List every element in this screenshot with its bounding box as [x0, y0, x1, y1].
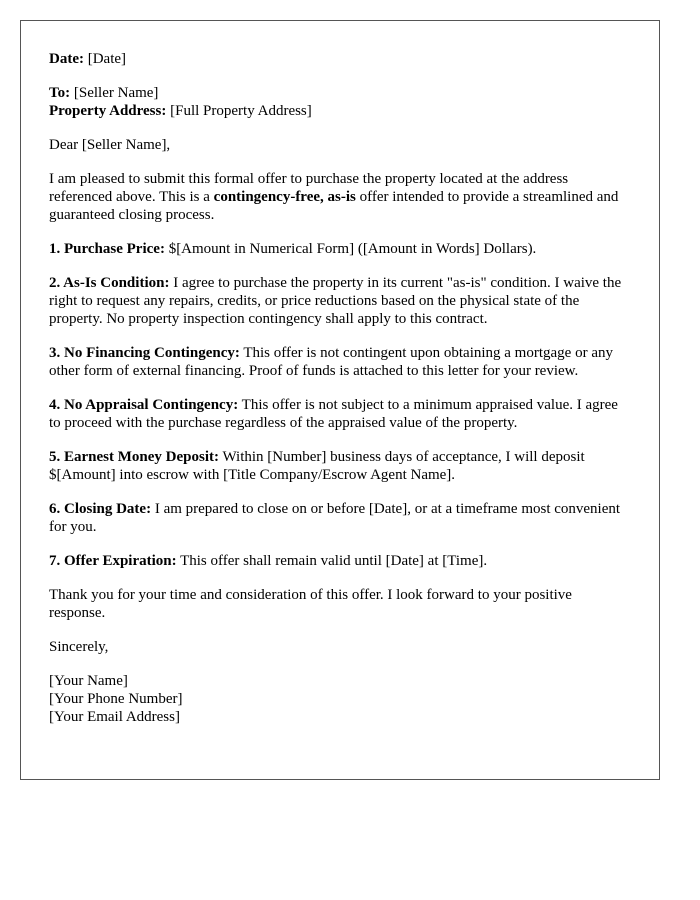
intro-text-1: I am pleased to submit this formal offer to purchase the property located at the address referenced above. This is a	[49, 171, 569, 205]
date-value: [Date]	[83, 51, 127, 67]
clause-text: $[Amount in Numerical Form] ([Amount in Words] Dollars).	[164, 241, 537, 257]
property-address-label: Property Address:	[49, 103, 167, 119]
property-address-line	[49, 102, 631, 120]
clause-earnest-money	[49, 448, 631, 484]
signoff: Sincerely,	[49, 639, 109, 655]
clause-text: This offer is not subject to a minimum appraised value. I agree to proceed with the purchase regardless of the appraised value of the property.	[49, 397, 618, 431]
clause-no-financing	[49, 344, 631, 380]
recipient-line	[49, 84, 631, 102]
signature-phone: [Your Phone Number]	[49, 691, 183, 707]
clause-closing-date	[49, 500, 631, 536]
to-value: [Seller Name]	[70, 85, 159, 101]
clause-text: This offer is not contingent upon obtaining a mortgage or any other form of external financing. Proof of funds is attached to this letter for your review.	[49, 345, 613, 379]
clause-text: This offer shall remain valid until [Date] at [Time].	[176, 553, 488, 569]
clause-label: 4. No Appraisal Contingency:	[49, 397, 239, 413]
to-label: To:	[49, 85, 71, 101]
clause-label: 2. As-Is Condition:	[49, 275, 170, 291]
date-line	[49, 50, 631, 68]
clause-label: 3. No Financing Contingency:	[49, 345, 240, 361]
clause-no-appraisal	[49, 396, 631, 432]
signature-email: [Your Email Address]	[49, 709, 180, 725]
clause-offer-expiration	[49, 552, 631, 570]
clause-text: I am prepared to close on or before [Date], or at a timeframe most convenient for you.	[49, 501, 621, 535]
property-address-value: [Full Property Address]	[166, 103, 312, 119]
intro-text-2: offer intended to provide a streamlined and guaranteed closing process.	[49, 189, 619, 223]
intro-paragraph	[49, 170, 631, 224]
clause-label: 1. Purchase Price:	[49, 241, 165, 257]
signature-name: [Your Name]	[49, 673, 128, 689]
signature-block	[49, 672, 631, 726]
clause-label: 6. Closing Date:	[49, 501, 152, 517]
intro-emphasis: contingency-free, as-is	[213, 189, 356, 205]
clause-label: 5. Earnest Money Deposit:	[49, 449, 219, 465]
date-label: Date:	[49, 51, 84, 67]
offer-letter	[20, 20, 660, 780]
salutation: Dear [Seller Name],	[49, 137, 171, 153]
clause-label: 7. Offer Expiration:	[49, 553, 177, 569]
clause-purchase-price	[49, 240, 631, 258]
closing-paragraph: Thank you for your time and consideration of this offer. I look forward to your positive response.	[49, 587, 572, 621]
clause-as-is-condition	[49, 274, 631, 328]
clause-text: Within [Number] business days of acceptance, I will deposit $[Amount] into escrow with [Title Company/Escrow Agent Name].	[49, 449, 585, 483]
clause-text: I agree to purchase the property in its current "as-is" condition. I waive the right to request any repairs, credits, or price reductions based on the physical state of the property. No property inspection contingency shall apply to this contract.	[49, 275, 622, 327]
